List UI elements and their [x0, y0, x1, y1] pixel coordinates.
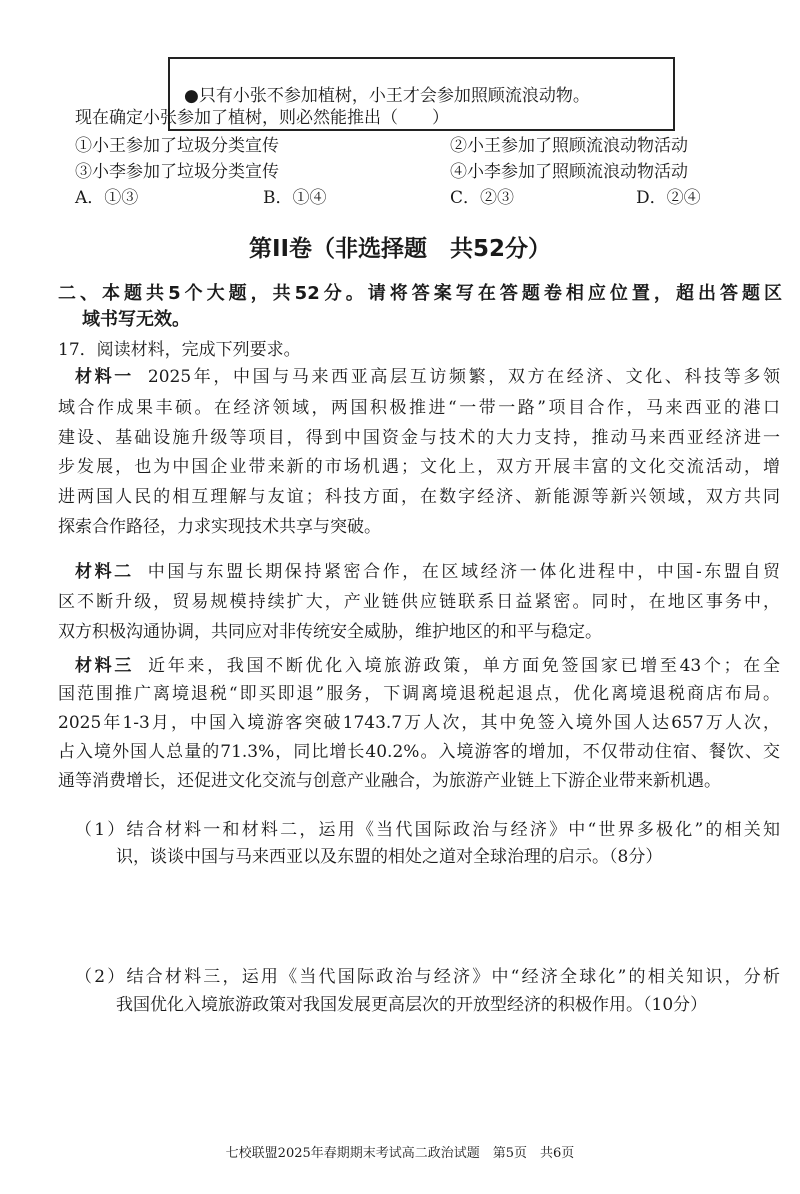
material1-label: 材料一 — [75, 367, 134, 387]
material2-line — [75, 561, 780, 583]
material3-line: 占入境外国人总量的71.3%，同比增长40.2%。入境游客的增加，不仅带动住宿、餐饮、交 — [58, 742, 780, 762]
material1-line: 步发展，也为中国企业带来新的市场机遇；文化上，双方开展丰富的文化交流活动，增 — [58, 457, 780, 477]
material1-line: 进两国人民的相互理解与友谊；科技方面，在数字经济、新能源等新兴领域，双方共同 — [58, 487, 780, 507]
material1-line: 建设、基础设施升级等项目，得到中国资金与技术的大力支持，推动马来西亚经济进一 — [58, 428, 780, 448]
material1-line: 探索合作路径，力求实现技术共享与突破。 — [58, 517, 381, 537]
condition-text: ●只有小张不参加植树，小王才会参加照顾流浪动物。 — [184, 86, 590, 106]
choice-c: C．②③ — [450, 188, 515, 208]
material3-line: 通等消费增长，还促进文化交流与创意产业融合，为旅游产业链上下游企业带来新机遇。 — [58, 771, 721, 791]
material1-line: 域合作成果丰硕。在经济领域，两国积极推进“一带一路”项目合作，马来西亚的港口 — [58, 398, 780, 418]
sub-question-2-line-1: （2）结合材料三，运用《当代国际政治与经济》中“经济全球化”的相关知识，分析 — [75, 967, 780, 987]
sub-question-1-line-1: （1）结合材料一和材料二，运用《当代国际政治与经济》中“世界多极化”的相关知 — [75, 820, 780, 840]
material3-text: 近年来，我国不断优化入境旅游政策，单方面免签国家已增至43个；在全 — [148, 656, 780, 676]
instructions-line-2: 域书写无效。 — [82, 309, 190, 330]
choice-d: D．②④ — [636, 188, 701, 208]
material3-line: 2025年1-3月，中国入境游客突破1743.7万人次，其中免签入境外国人达657万人次， — [58, 713, 780, 733]
statement-1: ①小王参加了垃圾分类宣传 — [75, 136, 279, 156]
sub-question-1-line-2: 识，谈谈中国与马来西亚以及东盟的相处之道对全球治理的启示。（8分） — [116, 847, 663, 867]
material1-line — [75, 366, 780, 388]
page-footer: 七校联盟2025年春期期末考试高二政治试题 第5页 共6页 — [225, 1146, 575, 1161]
material2-label: 材料二 — [75, 562, 134, 582]
choice-a: A．①③ — [75, 188, 139, 208]
statement-3: ③小李参加了垃圾分类宣传 — [75, 162, 279, 182]
statement-4: ④小李参加了照顾流浪动物活动 — [450, 162, 688, 182]
section-title: 第II卷（非选择题 共52分） — [248, 236, 552, 262]
choice-b: B．①④ — [263, 188, 327, 208]
material3-line: 国范围推广离境退税“即买即退”服务，下调离境退税起退点，优化离境退税商店布局。 — [58, 684, 780, 704]
q17-intro: 17．阅读材料，完成下列要求。 — [58, 340, 301, 360]
material3-label: 材料三 — [75, 656, 135, 676]
question-stem: 现在确定小张参加了植树，则必然能推出（ ） — [75, 108, 449, 128]
material2-line: 双方积极沟通协调，共同应对非传统安全威胁，维护地区的和平与稳定。 — [58, 622, 602, 642]
material1-text: 2025年，中国与马来西亚高层互访频繁，双方在经济、文化、科技等多领 — [147, 367, 780, 387]
statement-2: ②小王参加了照顾流浪动物活动 — [450, 136, 688, 156]
instructions-line-1: 二、本题共5个大题，共52分。请将答案写在答题卷相应位置，超出答题区 — [58, 283, 782, 304]
sub-question-2-line-2: 我国优化入境旅游政策对我国发展更高层次的开放型经济的积极作用。（10分） — [116, 995, 708, 1015]
material2-line: 区不断升级，贸易规模持续扩大，产业链供应链联系日益紧密。同时，在地区事务中， — [58, 592, 780, 612]
material3-line — [75, 655, 780, 677]
material2-text: 中国与东盟长期保持紧密合作，在区域经济一体化进程中，中国-东盟自贸 — [147, 562, 780, 582]
